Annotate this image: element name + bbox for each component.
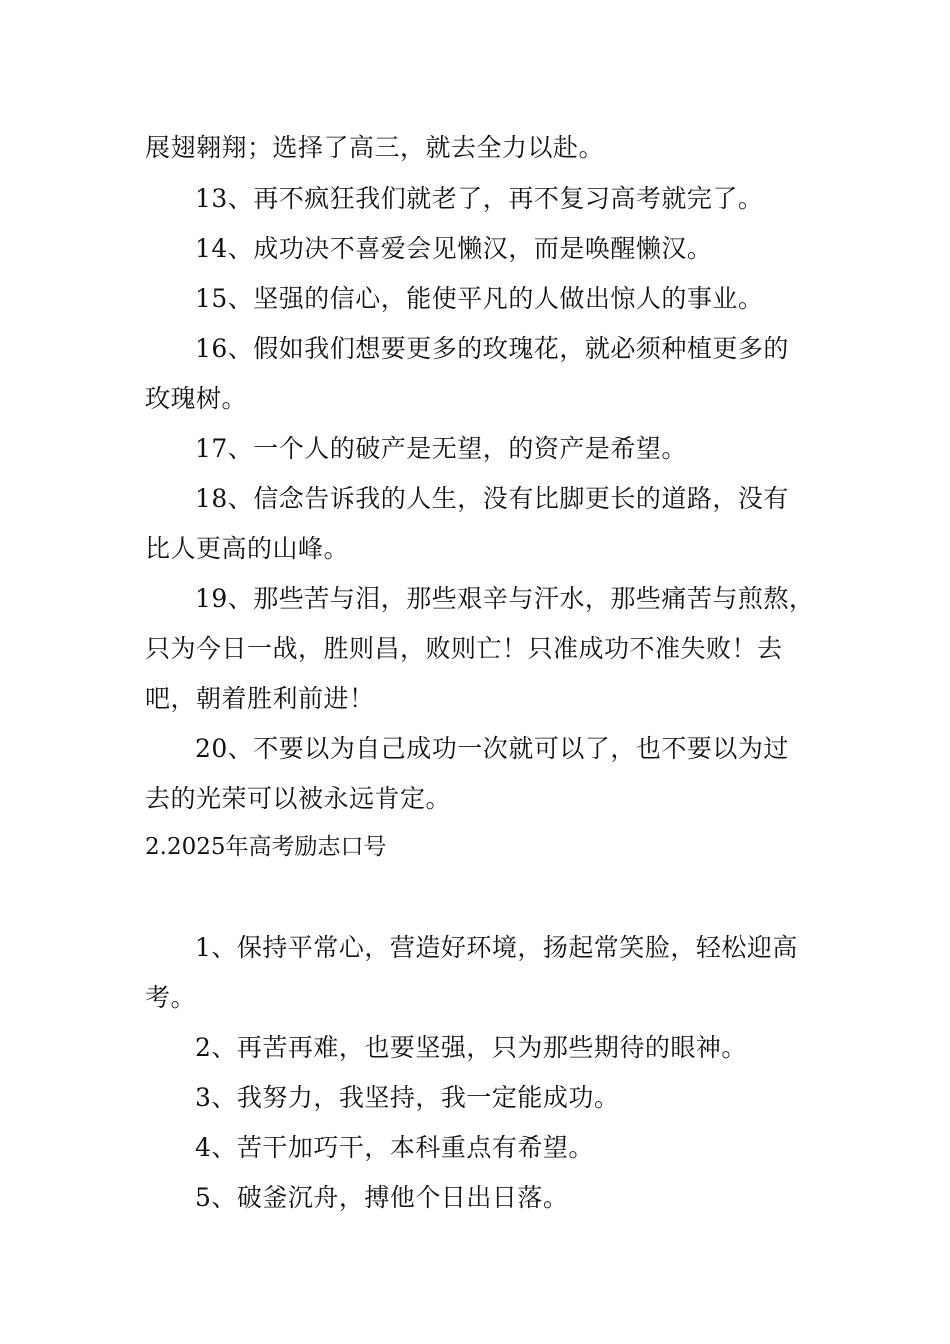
list-item-13: 13、再不疯狂我们就老了，再不复习高考就完了。 (195, 184, 764, 213)
slogan-item-1-continued: 考。 (145, 983, 197, 1012)
section-heading: 2.2025年高考励志口号 (145, 834, 387, 860)
text-line: 展翅翱翔；选择了高三，就去全力以赴。 (145, 133, 605, 162)
list-item-18-continued: 比人更高的山峰。 (145, 534, 350, 563)
slogan-item-1: 1、保持平常心，营造好环境，扬起常笑脸，轻松迎高 (195, 933, 798, 962)
list-item-16: 16、假如我们想要更多的玫瑰花，就必须种植更多的 (195, 334, 789, 363)
list-item-16-continued: 玫瑰树。 (145, 384, 248, 413)
list-item-20: 20、不要以为自己成功一次就可以了，也不要以为过 (195, 734, 789, 763)
list-item-19-continued: 只为今日一战，胜则昌，败则亡！只准成功不准失败！去 (145, 634, 783, 663)
list-item-15: 15、坚强的信心，能使平凡的人做出惊人的事业。 (195, 284, 764, 313)
list-item-19: 19、那些苦与泪，那些艰辛与汗水，那些痛苦与煎熬， (195, 584, 815, 613)
slogan-item-4: 4、苦干加巧干，本科重点有希望。 (195, 1133, 594, 1162)
slogan-item-2: 2、再苦再难，也要坚强，只为那些期待的眼神。 (195, 1033, 747, 1062)
list-item-17: 17、一个人的破产是无望，的资产是希望。 (195, 434, 687, 463)
slogan-item-5: 5、破釜沉舟，搏他个日出日落。 (195, 1183, 569, 1212)
list-item-14: 14、成功决不喜爱会见懒汉，而是唤醒懒汉。 (195, 234, 713, 263)
slogan-item-3: 3、我努力，我坚持，我一定能成功。 (195, 1083, 620, 1112)
list-item-19-continued: 吧，朝着胜利前进！ (145, 684, 375, 713)
list-item-20-continued: 去的光荣可以被永远肯定。 (145, 784, 452, 813)
list-item-18: 18、信念告诉我的人生，没有比脚更长的道路，没有 (195, 484, 789, 513)
